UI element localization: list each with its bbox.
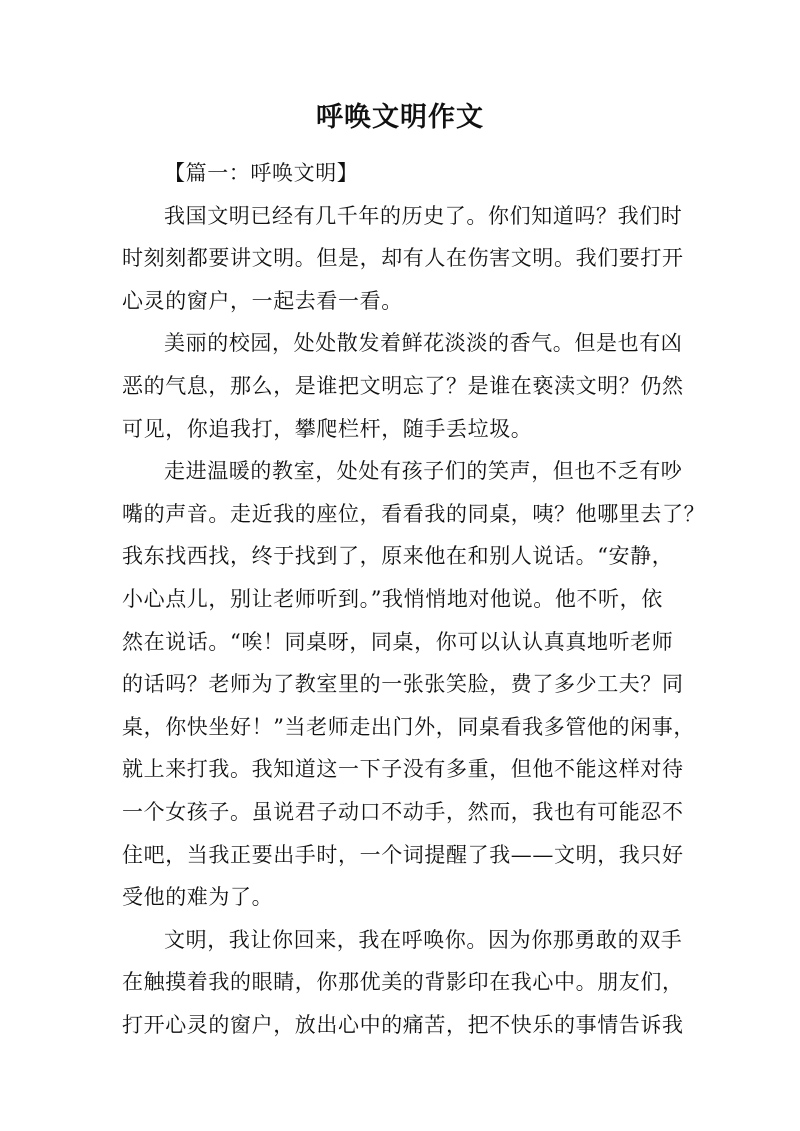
paragraph-3-line-5: 然在说话。“唉！同桌呀，同桌，你可以认认真真地听老师: [122, 629, 674, 654]
paragraph-2-line-2: 恶的气息，那么，是谁把文明忘了？是谁在亵渎文明？仍然: [122, 373, 684, 398]
paragraph-3-line-6: 的话吗？老师为了教室里的一张张笑脸，费了多少工夫？同: [122, 672, 684, 697]
paragraph-3-line-10: 住吧，当我正要出手时，一个词提醒了我——文明，我只好: [122, 842, 684, 867]
paragraph-2-line-1: 美丽的校园，处处散发着鲜花淡淡的香气。但是也有凶: [164, 331, 683, 356]
paragraph-4-line-1: 文明，我让你回来，我在呼唤你。因为你那勇敢的双手: [164, 927, 683, 952]
paragraph-1-line-1: 我国文明已经有几千年的历史了。你们知道吗？我们时: [164, 203, 683, 228]
paragraph-3-line-11: 受他的难为了。: [122, 885, 274, 910]
document-title: 呼唤文明作文: [316, 102, 484, 133]
paragraph-3-line-9: 一个女孩子。虽说君子动口不动手，然而，我也有可能忍不: [122, 799, 684, 824]
paragraph-4-line-2: 在触摸着我的眼睛，你那优美的背影印在我心中。朋友们，: [122, 970, 684, 995]
paragraph-1-line-3: 心灵的窗户，一起去看一看。: [122, 288, 403, 313]
paragraph-2-line-3: 可见，你追我打，攀爬栏杆，随手丢垃圾。: [122, 416, 533, 441]
paragraph-1-line-2: 时刻刻都要讲文明。但是，却有人在伤害文明。我们要打开: [122, 246, 684, 271]
paragraph-3-line-2: 嘴的声音。走近我的座位，看看我的同桌，咦？他哪里去了？: [122, 501, 706, 526]
paragraph-3-line-4: 小心点儿，别让老师听到。”我悄悄地对他说。他不听，依: [122, 586, 663, 611]
document-body: [122, 152, 706, 1046]
paragraph-3-line-1: 走进温暖的教室，处处有孩子们的笑声，但也不乏有吵: [164, 459, 683, 484]
paragraph-3-line-7: 桌，你快坐好！”当老师走出门外，同桌看我多管他的闲事，: [122, 714, 695, 739]
paragraph-3-line-8: 就上来打我。我知道这一下子没有多重，但他不能这样对待: [122, 757, 684, 782]
paragraph-3-line-3: 我东找西找，终于找到了，原来他在和别人说话。“安静，: [122, 544, 674, 569]
section-heading: 【篇一：呼唤文明】: [164, 161, 359, 185]
paragraph-4-line-3: 打开心灵的窗户，放出心中的痛苦，把不快乐的事情告诉我: [122, 1012, 684, 1037]
